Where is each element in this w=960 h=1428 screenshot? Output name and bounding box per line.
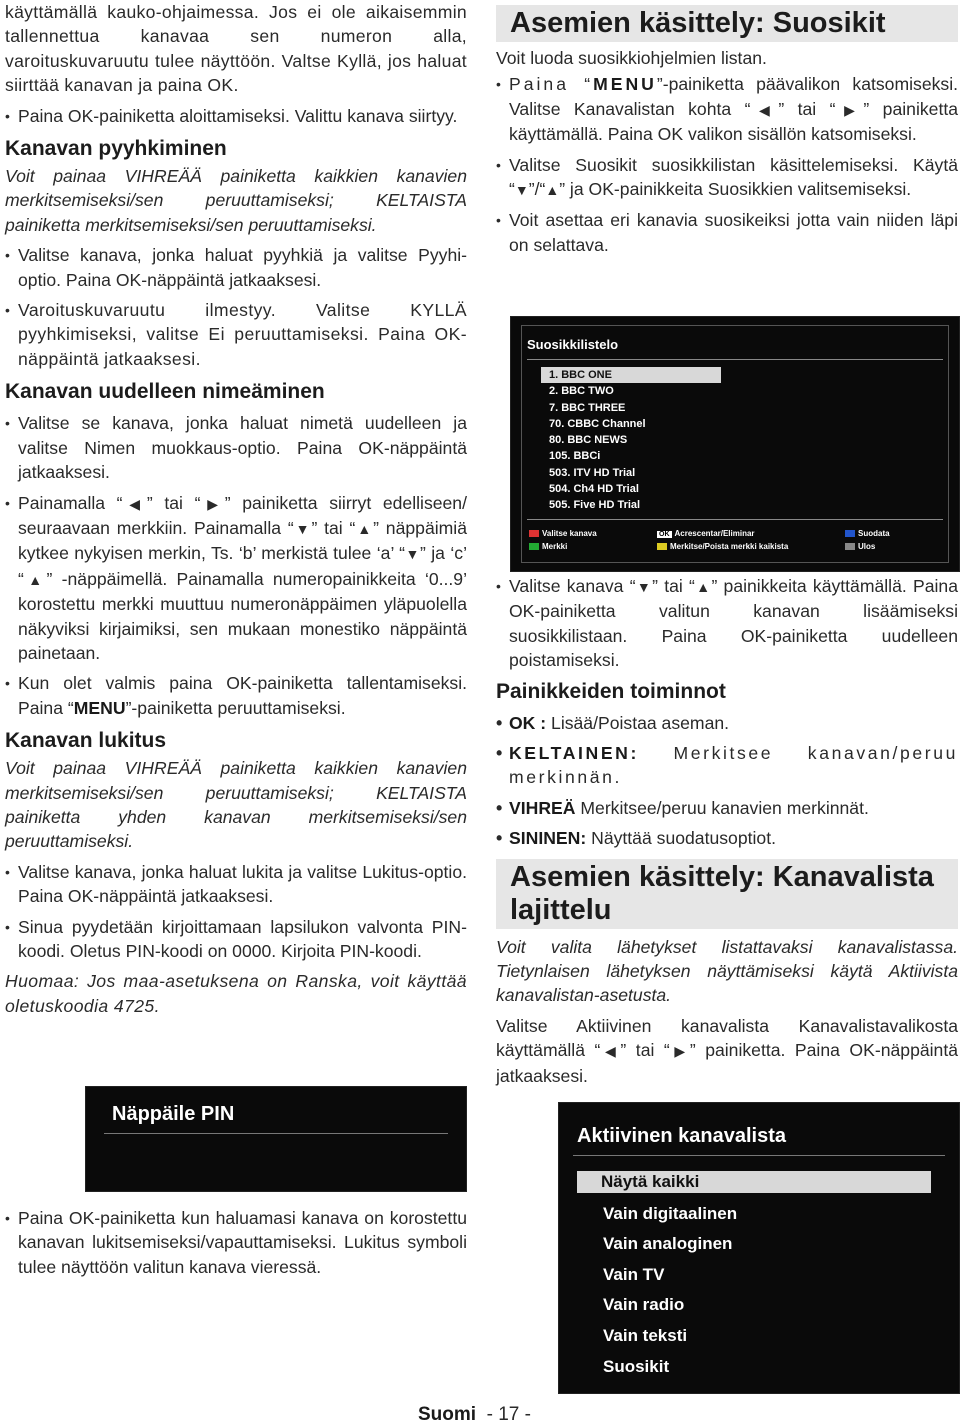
hint-text: Acrescentar/Eliminar	[674, 529, 755, 538]
delete-paragraph: Voit painaa VIHREÄÄ painiketta kaikkien kanavien merkitsemiseksi/sen peruuttamiseksi; KELTAISTA painiketta merkitsemiseksi/sen peruuttamiseksi.	[5, 166, 467, 235]
key-desc: Näyttää suodatusoptiot.	[586, 828, 776, 849]
text: ” tai “	[146, 492, 201, 513]
text: ” painiketta siirryt edelliseen/ seuraavaan merkkiin. Painamalla “	[18, 492, 467, 538]
text: ”-painiketta peruuttamiseksi.	[125, 697, 346, 718]
triangle-left-icon: ◀	[122, 495, 147, 512]
text: ” tai “	[778, 98, 836, 119]
lock-bullet-3-wrap	[5, 1206, 467, 1279]
rename-bullet-2	[5, 491, 467, 666]
button-yellow	[496, 741, 958, 790]
triangle-up-icon: ▲	[355, 520, 374, 537]
section-band-sorting: Asemien käsittely: Kanavalista lajittelu	[496, 859, 958, 929]
key-label: KELTAINEN:	[509, 743, 639, 764]
text: ” tai “	[311, 517, 356, 538]
pin-dialog-screenshot	[85, 1086, 467, 1192]
intro-paragraph: käyttämällä kauko-ohjaimessa. Jos ei ole aikaisemmin tallennettua kanavaa sen numeron alla, varoituskuvaruutu tulee näyttöön. Valtse Kyllä, jos haluat siirttää kanavan ja paina OK.	[5, 2, 467, 96]
option-row: Vain teksti	[603, 1326, 688, 1345]
rename-bullet-3	[5, 671, 467, 720]
text: Valitse kanava “	[509, 576, 636, 596]
option-row: Vain digitaalinen	[603, 1204, 738, 1223]
channel-row: 70. CBBC Channel	[549, 417, 646, 430]
exit-key-icon	[845, 543, 855, 550]
key-desc: Lisää/Poistaa aseman.	[546, 712, 730, 733]
favorites-screen-title: Suosikkilistelo	[527, 337, 619, 352]
footer-hint-add	[657, 529, 755, 538]
right-column-lower	[496, 574, 958, 1088]
text: ”-painiketta päävalikon katsomiseksi. Valitse Kanavalistan kohta “	[509, 74, 958, 119]
footer-hint-mark-all	[657, 542, 788, 551]
active-channel-list-screenshot	[558, 1102, 960, 1394]
menu-key: MENU	[73, 697, 126, 718]
triangle-up-icon: ▲	[694, 579, 712, 595]
text: Valitse Suosikit suosikkilistan käsittelemiseksi. Käytä “	[509, 154, 958, 200]
green-key-icon	[529, 543, 539, 550]
note-paragraph: Huomaa: Jos maa-asetuksena on Ranska, voit käyttää oletuskoodia 4725.	[5, 971, 467, 1016]
channel-row: 504. Ch4 HD Trial	[549, 483, 639, 496]
key-label: VIHREÄ	[509, 797, 576, 818]
lock-bullet-2: • Sinua pyydetään kirjoittamaan lapsilukon valvonta PIN-koodi. Oletus PIN-koodi on 0000. Kirjoita PIN-koodi.	[5, 915, 467, 964]
triangle-right-icon: ▶	[669, 1043, 690, 1060]
favorites-bullet-4	[496, 574, 958, 673]
rename-bullet-1: • Valitse se kanava, jonka haluat nimetä uudelleen ja valitse Nimen muokkaus-optio. Paina OK-näppäintä jatkaaksesi.	[5, 411, 467, 484]
divider	[527, 359, 943, 360]
text: ” tai “	[652, 576, 695, 596]
option-row: Vain radio	[603, 1295, 685, 1314]
text: ” ja OK-painikkeita Suosikkien valitsemiseksi.	[559, 179, 912, 200]
option-row: Vain TV	[603, 1265, 665, 1284]
divider	[527, 519, 943, 520]
text: ” -näppäimellä. Painamalla numeropainikkeita ‘0...9’ korostettu merkki muuttuu numeronäppäimen yläpuolella näkyviksi kirjaimiksi, sen mukaan monestiko näppäintä painetaan.	[18, 568, 468, 663]
hint-text: Merkki	[542, 542, 568, 551]
right-column	[496, 0, 958, 257]
hint-text: Ulos	[858, 542, 876, 551]
option-row: Suosikit	[603, 1357, 670, 1376]
key-desc: Merkitsee/peruu kanavien merkinnät.	[575, 797, 869, 818]
footer-hint-select	[529, 529, 597, 538]
text: ” ja ‘c’ “	[18, 543, 467, 589]
footer-hint-mark	[529, 542, 567, 551]
channel-row: 7. BBC THREE	[549, 401, 626, 414]
button-ok	[496, 711, 958, 735]
triangle-down-icon: ▼	[635, 579, 653, 595]
lock-bullet-3: • Paina OK-painiketta kun haluamasi kanava on korostettu kanavan lukitsemiseksi/vapauttamiseksi. Lukitus symboli tulee näyttöön valitun kanava vieressä.	[5, 1206, 467, 1279]
yellow-key-icon	[657, 543, 667, 550]
divider	[104, 1133, 448, 1134]
hint-text: Suodata	[858, 529, 890, 538]
channel-row: 503. ITV HD Trial	[549, 466, 636, 479]
triangle-left-icon: ◀	[600, 1043, 621, 1060]
favorites-channel-list	[541, 367, 721, 514]
channel-row: 1. BBC ONE	[541, 367, 721, 383]
text: ” tai “	[620, 1040, 670, 1061]
divider	[573, 1155, 945, 1156]
triangle-down-icon: ▼	[293, 520, 312, 537]
section-band-favorites: Asemien käsittely: Suosikit	[496, 5, 958, 42]
heading-buttons: Painikkeiden toiminnot	[496, 679, 726, 703]
hint-text: Valitse kanava	[542, 529, 597, 538]
key-desc: Merkitsee kanavan/peruu merkinnän.	[509, 743, 958, 788]
active-screen-title: Aktiivinen kanavalista	[577, 1125, 786, 1147]
left-column	[5, 0, 467, 1018]
option-row: Vain analoginen	[603, 1234, 733, 1253]
page-footer	[418, 1404, 531, 1426]
triangle-up-icon: ▲	[23, 571, 47, 588]
favorites-intro: Voit luoda suosikkiohjelmien listan.	[496, 48, 767, 68]
channel-row: 505. Five HD Trial	[549, 499, 641, 512]
text: ” painiketta käyttämällä. Paina OK valikon sisällön katsomiseksi.	[509, 98, 959, 145]
text: Kun olet valmis paina OK-painiketta tallentamiseksi. Paina “	[18, 673, 467, 718]
heading-rename: Kanavan uudelleen nimeäminen	[5, 380, 325, 404]
pin-title: Näppäile PIN	[112, 1103, 235, 1125]
favorites-list-screenshot	[510, 316, 960, 572]
text: ” näppäimiä kytkee nykyisen merkin, Ts. ‘b’ merkistä tulee ‘a’ “	[18, 517, 467, 564]
key-label: SININEN:	[509, 828, 587, 849]
favorites-bullet-1	[496, 72, 958, 146]
lock-paragraph: Voit painaa VIHREÄÄ painiketta kaikkien kanavien merkitsemiseksi/sen peruuttamiseksi; KELTAISTA painiketta yhden kanavan merkitsemiseksi/sen peruuttamiseksi.	[5, 758, 467, 852]
menu-key: MENU	[593, 74, 657, 95]
triangle-left-icon: ◀	[750, 101, 779, 118]
hint-text: Merkitse/Poista merkki kaikista	[670, 542, 789, 551]
text: Painamalla “	[18, 492, 123, 513]
page-number: - 17 -	[486, 1404, 531, 1425]
triangle-down-icon: ▼	[514, 182, 529, 199]
ok-key-icon: OK	[659, 531, 670, 538]
sorting-paragraph: Voit valita lähetykset listattavaksi kanavalistassa. Tietynlaisen lähetyksen näyttämiseksi käytä Aktiivista kanavalistan-asetusta.	[496, 936, 958, 1006]
sorting-paragraph-2	[496, 1014, 958, 1088]
triangle-right-icon: ▶	[200, 495, 225, 512]
favorites-bullet-3: • Voit asettaa eri kanavia suosikeiksi jotta vain niiden läpi on selattava.	[496, 208, 958, 257]
delete-bullet-1: • Valitse kanava, jonka haluat pyyhkiä ja valitse Pyyhi-optio. Paina OK-näppäintä jatkaaksesi.	[5, 243, 467, 292]
button-blue	[496, 826, 958, 850]
channel-row: 105. BBCi	[549, 450, 601, 463]
lock-bullet-1: • Valitse kanava, jonka haluat lukita ja valitse Lukitus-optio. Paina OK-näppäintä jatkaaksesi.	[5, 860, 467, 909]
footer-hint-filter	[845, 529, 890, 538]
footer-hint-exit	[845, 542, 875, 551]
channel-row: 2. BBC TWO	[549, 385, 614, 398]
button-green	[496, 796, 958, 820]
text: ”/“	[528, 179, 546, 200]
triangle-down-icon: ▼	[405, 546, 420, 563]
triangle-right-icon: ▶	[835, 101, 864, 118]
text: Valitse Aktiivinen kanavalista Kanavalistavalikosta käyttämällä “	[496, 1015, 958, 1061]
channel-row: 80. BBC NEWS	[549, 434, 628, 447]
blue-key-icon	[845, 530, 855, 537]
heading-lock: Kanavan lukitus	[5, 729, 167, 753]
triangle-up-icon: ▲	[545, 182, 560, 199]
favorites-bullet-2	[496, 153, 958, 203]
red-key-icon	[529, 530, 539, 537]
delete-bullet-2: • Varoituskuvaruutu ilmestyy. Valitse KYLLÄ pyyhkimiseksi, valitse Ei peruuttamiseksi. Paina OK-näppäintä jatkaaksesi.	[5, 298, 467, 371]
key-label: OK :	[509, 712, 547, 733]
move-bullet: • Paina OK-painiketta aloittamiseksi. Valittu kanava siirtyy.	[5, 104, 467, 128]
heading-delete: Kanavan pyyhkiminen	[5, 137, 227, 161]
option-row: Näytä kaikki	[577, 1171, 931, 1193]
text: ” painikkeita käyttämällä. Paina OK-painiketta valitun kanavan lisäämiseksi suosikkilistaan. Paina OK-painiketta uudelleen poistamiseksi.	[509, 576, 958, 671]
footer-language: Suomi	[418, 1404, 477, 1425]
text: ” painiketta. Paina OK-näppäintä jatkaaksesi.	[496, 1040, 959, 1086]
text: Paina “	[509, 74, 594, 95]
